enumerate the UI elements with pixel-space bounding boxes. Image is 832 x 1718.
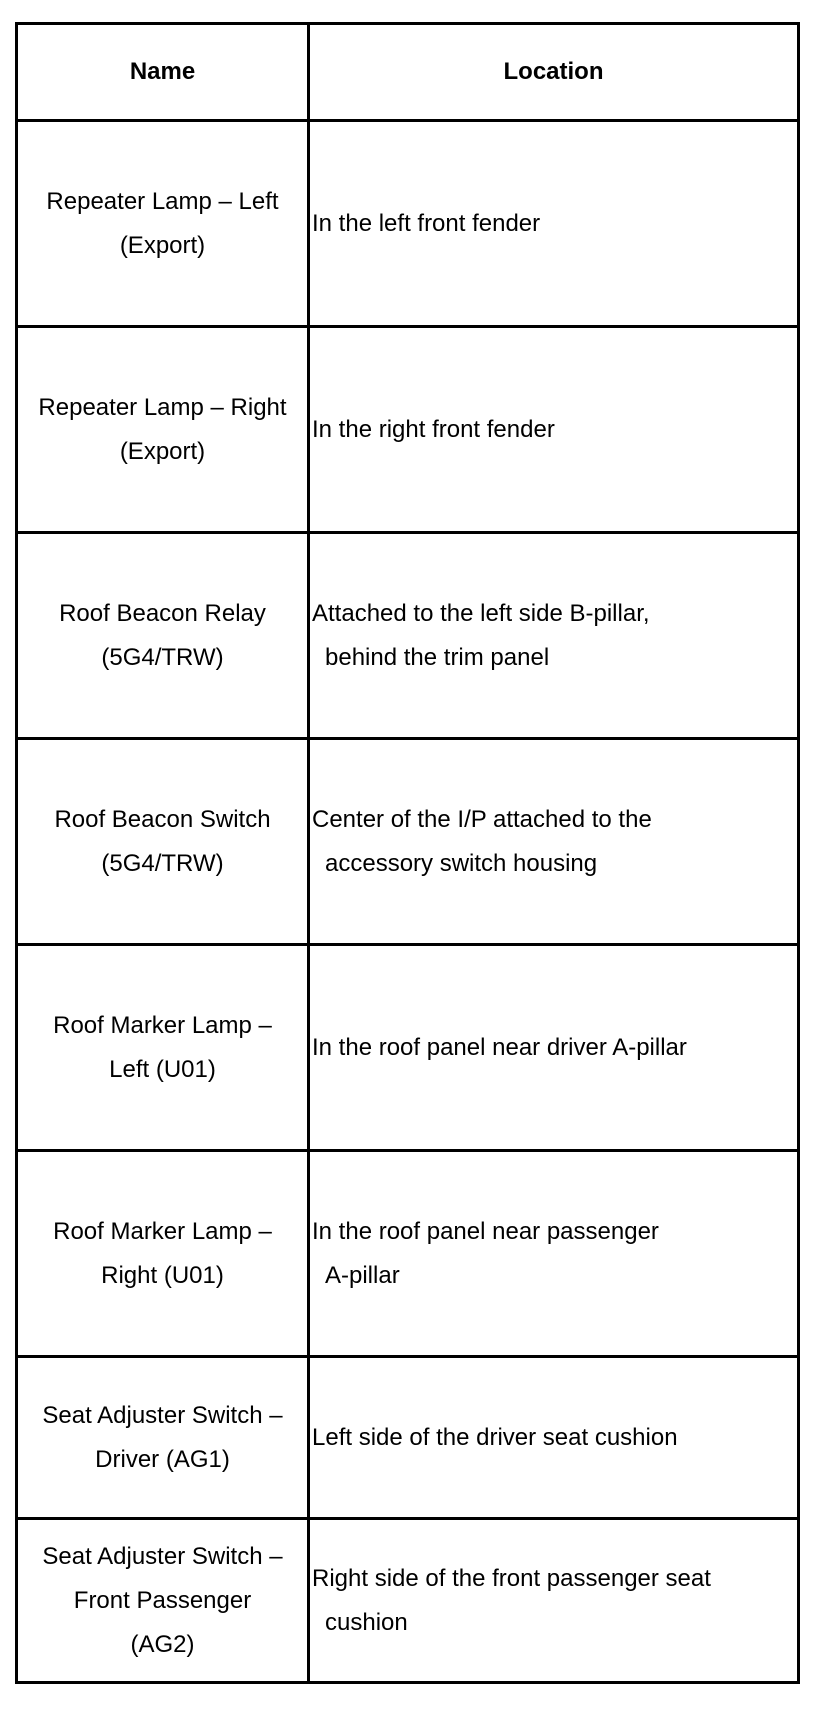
header-row	[17, 24, 799, 121]
name-line: Roof Marker Lamp –	[53, 1217, 272, 1245]
location-cell	[309, 1519, 799, 1683]
table-header	[17, 24, 799, 121]
name-line: Repeater Lamp – Left	[46, 187, 279, 215]
table-row	[17, 945, 799, 1151]
name-line: (5G4/TRW)	[101, 849, 224, 877]
location-line: In the roof panel near passenger	[312, 1217, 659, 1245]
location-column-header: Location	[309, 24, 799, 121]
name-line: Seat Adjuster Switch –	[42, 1542, 283, 1570]
table-row	[17, 121, 799, 327]
table-row	[17, 1519, 799, 1683]
component-location-table	[15, 22, 800, 1684]
name-line: (Export)	[119, 231, 206, 259]
location-cell	[309, 121, 799, 327]
table-row	[17, 533, 799, 739]
name-line: Right (U01)	[101, 1261, 224, 1289]
name-line: Driver (AG1)	[95, 1445, 230, 1473]
name-cell	[17, 1519, 309, 1683]
table-row	[17, 1151, 799, 1357]
name-line: (5G4/TRW)	[101, 643, 224, 671]
name-cell	[17, 327, 309, 533]
table-row	[17, 739, 799, 945]
table-row	[17, 327, 799, 533]
table-row	[17, 1357, 799, 1519]
location-line: accessory switch housing	[325, 849, 598, 877]
table-body	[17, 121, 799, 1683]
name-line: (Export)	[119, 437, 206, 465]
name-line: Roof Beacon Switch	[54, 805, 271, 833]
location-line: cushion	[325, 1608, 408, 1636]
location-cell	[309, 1151, 799, 1357]
name-column-header: Name	[17, 24, 309, 121]
name-cell	[17, 1357, 309, 1519]
name-line: (AG2)	[130, 1630, 195, 1658]
location-line: Left side of the driver seat cushion	[312, 1423, 678, 1451]
location-line: In the right front fender	[312, 415, 555, 443]
location-cell	[309, 327, 799, 533]
location-line: In the roof panel near driver A-pillar	[312, 1033, 687, 1061]
location-line: Center of the I/P attached to the	[312, 805, 652, 833]
name-cell	[17, 533, 309, 739]
location-line: Right side of the front passenger seat	[312, 1564, 711, 1592]
name-cell	[17, 945, 309, 1151]
name-cell	[17, 1151, 309, 1357]
location-cell	[309, 1357, 799, 1519]
location-cell	[309, 739, 799, 945]
location-cell	[309, 945, 799, 1151]
name-line: Front Passenger	[73, 1586, 252, 1614]
name-line: Left (U01)	[109, 1055, 216, 1083]
location-line: In the left front fender	[312, 209, 541, 237]
name-line: Seat Adjuster Switch –	[42, 1401, 283, 1429]
name-cell	[17, 739, 309, 945]
name-line: Roof Marker Lamp –	[53, 1011, 272, 1039]
location-line: behind the trim panel	[325, 643, 550, 671]
location-line: A-pillar	[325, 1261, 400, 1289]
location-line: Attached to the left side B-pillar,	[312, 599, 650, 627]
name-line: Roof Beacon Relay	[59, 599, 266, 627]
location-cell	[309, 533, 799, 739]
name-line: Repeater Lamp – Right	[38, 393, 287, 421]
name-cell	[17, 121, 309, 327]
